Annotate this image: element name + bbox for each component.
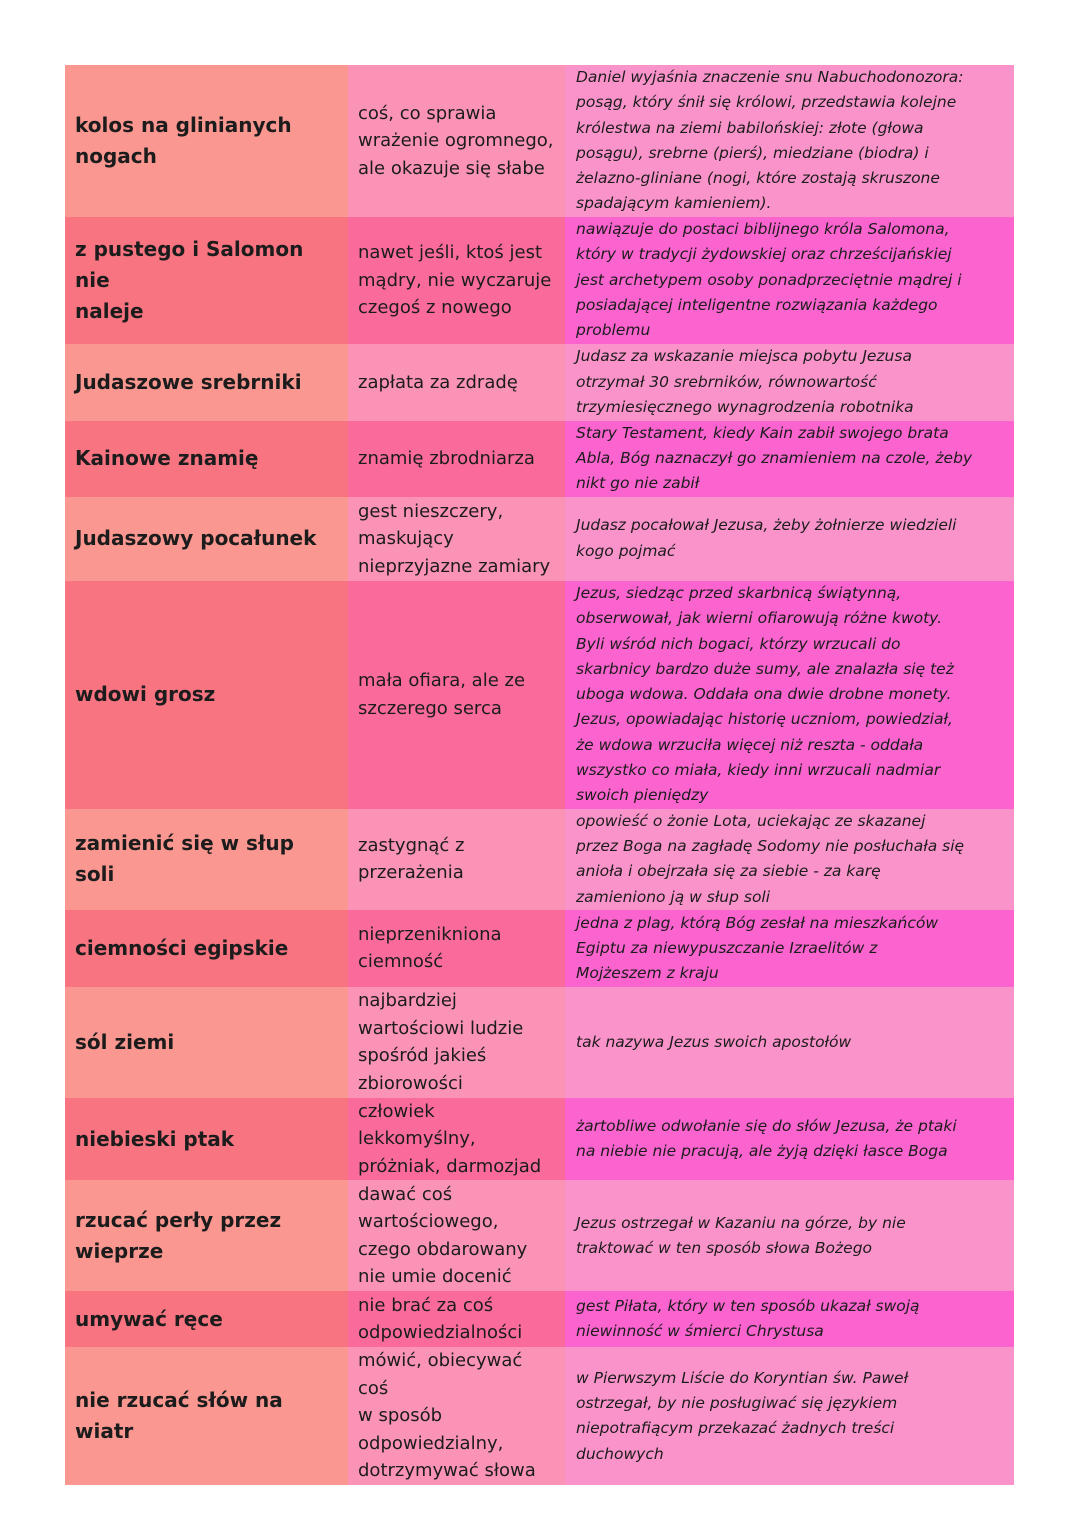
table-row (65, 1291, 1014, 1347)
idiom-meaning: dawać coś wartościowego, czego obdarowany nie umie docenić (348, 1180, 565, 1291)
idiom-phrase: nie rzucać słów na wiatr (65, 1347, 348, 1485)
idiom-origin: Stary Testament, kiedy Kain zabił swojego brata Abla, Bóg naznaczył go znamieniem na czole, żeby nikt go nie zabił (565, 421, 1014, 497)
idiom-origin: żartobliwe odwołanie się do słów Jezusa, że ptaki na niebie nie pracują, ale żyją dzięki łasce Boga (565, 1098, 1014, 1181)
idiom-phrase: rzucać perły przez wieprze (65, 1180, 348, 1291)
table-row (65, 910, 1014, 987)
idiom-phrase: Judaszowy pocałunek (65, 497, 348, 581)
idiom-phrase: sól ziemi (65, 987, 348, 1098)
table-row (65, 987, 1014, 1098)
idiom-meaning: mała ofiara, ale ze szczerego serca (348, 581, 565, 809)
table-row (65, 1347, 1014, 1485)
idiom-phrase: Judaszowe srebrniki (65, 344, 348, 421)
idiom-meaning: najbardziej wartościowi ludzie spośród jakieś zbiorowości (348, 987, 565, 1098)
idiom-origin: Judasz pocałował Jezusa, żeby żołnierze wiedzieli kogo pojmać (565, 497, 1014, 581)
idiom-origin: Daniel wyjaśnia znaczenie snu Nabuchodonozora: posąg, który śnił się królowi, przedstawia kolejne królestwa na ziemi babilońskiej: złote (głowa posągu), srebrne (pierś), miedziane (biodra) i żelazno-gliniane (nogi, które zostają skruszone spadającym kamieniem). (565, 65, 1014, 217)
idiom-origin: nawiązuje do postaci biblijnego króla Salomona, który w tradycji żydowskiej oraz chrześcijańskiej jest archetypem osoby ponadprzeciętnie mądrej i posiadającej inteligentne rozwiązania każdego problemu (565, 217, 1014, 344)
table-row (65, 809, 1014, 910)
idiom-phrase: Kainowe znamię (65, 421, 348, 497)
idiom-meaning: gest nieszczery, maskujący nieprzyjazne zamiary (348, 497, 565, 581)
table-row (65, 421, 1014, 497)
table-row (65, 497, 1014, 581)
table-row (65, 1180, 1014, 1291)
idiom-meaning: zapłata za zdradę (348, 344, 565, 421)
table-row (65, 1098, 1014, 1181)
table-row (65, 217, 1014, 344)
table-row (65, 344, 1014, 421)
idiom-origin: Jezus, siedząc przed skarbnicą świątynną, obserwował, jak wierni ofiarowują różne kwoty. Byli wśród nich bogaci, którzy wrzucali do skarbnicy bardzo duże sumy, ale znalazła się też uboga wdowa. Oddała ona dwie drobne monety. Jezus, opowiadając historię uczniom, powiedział, że wdowa wrzuciła więcej niż reszta - oddała wszystko co miała, kiedy inni wrzucali nadmiar swoich pieniędzy (565, 581, 1014, 809)
idiom-origin: Jezus ostrzegał w Kazaniu na górze, by nie traktować w ten sposób słowa Bożego (565, 1180, 1014, 1291)
idioms-table (65, 65, 1014, 1485)
idiom-phrase: z pustego i Salomon nie naleje (65, 217, 348, 344)
idiom-origin: gest Piłata, który w ten sposób ukazał swoją niewinność w śmierci Chrystusa (565, 1291, 1014, 1347)
idiom-meaning: mówić, obiecywać coś w sposób odpowiedzialny, dotrzymywać słowa (348, 1347, 565, 1485)
idiom-origin: opowieść o żonie Lota, uciekając ze skazanej przez Boga na zagładę Sodomy nie posłuchała się anioła i obejrzała się za siebie - za karę zamieniono ją w słup soli (565, 809, 1014, 910)
idiom-meaning: znamię zbrodniarza (348, 421, 565, 497)
idiom-meaning: człowiek lekkomyślny, próżniak, darmozjad (348, 1098, 565, 1181)
idiom-phrase: ciemności egipskie (65, 910, 348, 987)
idiom-meaning: nawet jeśli, ktoś jest mądry, nie wyczaruje czegoś z nowego (348, 217, 565, 344)
table-row (65, 65, 1014, 217)
idiom-origin: Judasz za wskazanie miejsca pobytu Jezusa otrzymał 30 srebrników, równowartość trzymiesięcznego wynagrodzenia robotnika (565, 344, 1014, 421)
idiom-meaning: nieprzenikniona ciemność (348, 910, 565, 987)
idiom-phrase: wdowi grosz (65, 581, 348, 809)
idiom-phrase: umywać ręce (65, 1291, 348, 1347)
idiom-meaning: zastygnąć z przerażenia (348, 809, 565, 910)
idiom-meaning: coś, co sprawia wrażenie ogromnego, ale okazuje się słabe (348, 65, 565, 217)
table-row (65, 581, 1014, 809)
idiom-meaning: nie brać za coś odpowiedzialności (348, 1291, 565, 1347)
idiom-origin: w Pierwszym Liście do Koryntian św. Paweł ostrzegał, by nie posługiwać się językiem niepotrafiącym przekazać żadnych treści duchowych (565, 1347, 1014, 1485)
idiom-phrase: niebieski ptak (65, 1098, 348, 1181)
idiom-phrase: zamienić się w słup soli (65, 809, 348, 910)
idiom-origin: tak nazywa Jezus swoich apostołów (565, 987, 1014, 1098)
idiom-origin: jedna z plag, którą Bóg zesłał na mieszkańców Egiptu za niewypuszczanie Izraelitów z Mojżeszem z kraju (565, 910, 1014, 987)
idiom-phrase: kolos na glinianych nogach (65, 65, 348, 217)
